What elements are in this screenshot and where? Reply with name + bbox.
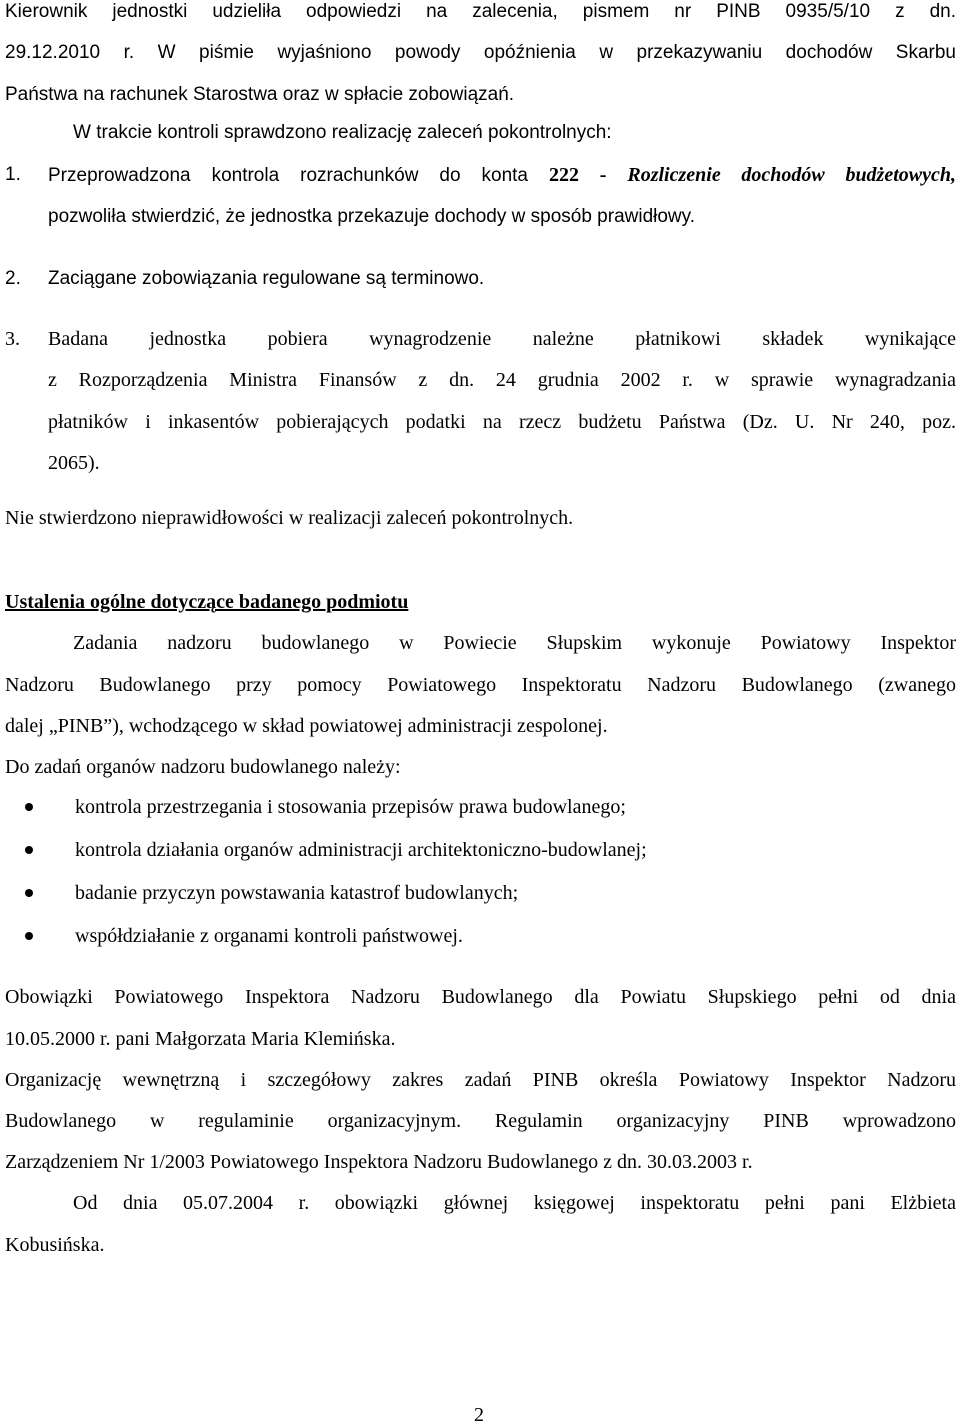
paragraph-line: W trakcie kontroli sprawdzono realizację zaleceń pokontrolnych:	[73, 122, 612, 143]
list-number: 3.	[5, 328, 20, 350]
page-number: 2	[474, 1404, 484, 1426]
section-heading: Ustalenia ogólne dotyczące badanego podmiotu	[5, 591, 409, 613]
bullet-icon	[25, 889, 33, 897]
paragraph-line: 2065).	[48, 452, 100, 474]
paragraph-line: płatników i inkasentów pobierających podatki na rzecz budżetu Państwa (Dz. U. Nr 240, poz.	[48, 411, 956, 433]
list-item-2	[5, 267, 21, 291]
paragraph-line: dalej „PINB”), wchodzącego w skład powiatowej administracji zespolonej.	[5, 715, 608, 737]
list-item-text	[48, 163, 956, 188]
paragraph-line: Kobusińska.	[5, 1234, 105, 1256]
paragraph-line: pozwoliła stwierdzić, że jednostka przekazuje dochody w sposób prawidłowy.	[48, 206, 696, 227]
account-title: Rozliczenie dochodów budżetowych,	[627, 164, 956, 186]
list-number: 2.	[5, 268, 21, 289]
bullet-item: współdziałanie z organami kontroli państwowej.	[75, 925, 463, 947]
paragraph-line: Zarządzeniem Nr 1/2003 Powiatowego Inspektora Nadzoru Budowlanego z dn. 30.03.2003 r.	[5, 1151, 753, 1173]
paragraph-line: Nadzoru Budowlanego przy pomocy Powiatowego Inspektoratu Nadzoru Budowlanego (zwanego	[5, 674, 956, 696]
bullet-icon	[25, 803, 33, 811]
paragraph-line: 29.12.2010 r. W piśmie wyjaśniono powody opóźnienia w przekazywaniu dochodów Skarbu	[5, 42, 956, 63]
paragraph-line: Do zadań organów nadzoru budowlanego należy:	[5, 756, 401, 778]
bullet-icon	[25, 846, 33, 854]
list-item-text: Zaciągane zobowiązania regulowane są terminowo.	[48, 268, 485, 289]
list-item-text-part: Przeprowadzona kontrola rozrachunków do konta	[48, 165, 529, 186]
list-item-1	[5, 163, 956, 187]
bullet-item: kontrola przestrzegania i stosowania przepisów prawa budowlanego;	[75, 796, 626, 818]
paragraph-line: Kierownik jednostki udzieliła odpowiedzi na zalecenia, pismem nr PINB 0935/5/10 z dn.	[5, 1, 956, 22]
paragraph-line: Od dnia 05.07.2004 r. obowiązki głównej księgowej inspektoratu pełni pani Elżbieta	[73, 1192, 956, 1214]
bullet-item: badanie przyczyn powstawania katastrof budowlanych;	[75, 882, 519, 904]
paragraph-line: 10.05.2000 r. pani Małgorzata Maria Klemińska.	[5, 1028, 396, 1050]
paragraph-line: Organizację wewnętrzną i szczegółowy zakres zadań PINB określa Powiatowy Inspektor Nadzoru	[5, 1069, 956, 1091]
paragraph-line: Zadania nadzoru budowlanego w Powiecie Słupskim wykonuje Powiatowy Inspektor	[73, 632, 956, 654]
list-item-text: Badana jednostka pobiera wynagrodzenie należne płatnikowi składek wynikające	[48, 328, 956, 350]
account-number: 222 -	[549, 164, 607, 186]
bullet-item: kontrola działania organów administracji architektoniczno-budowlanej;	[75, 839, 647, 861]
summary-line: Nie stwierdzono nieprawidłowości w realizacji zaleceń pokontrolnych.	[5, 507, 574, 529]
bullet-icon	[25, 932, 33, 940]
paragraph-line: Budowlanego w regulaminie organizacyjnym. Regulamin organizacyjny PINB wprowadzono	[5, 1110, 956, 1132]
paragraph-line: Obowiązki Powiatowego Inspektora Nadzoru Budowlanego dla Powiatu Słupskiego pełni od dnia	[5, 986, 956, 1008]
list-item-3	[5, 327, 20, 351]
paragraph-line: z Rozporządzenia Ministra Finansów z dn. 24 grudnia 2002 r. w sprawie wynagradzania	[48, 369, 956, 391]
list-number: 1.	[5, 164, 21, 185]
paragraph-line: Państwa na rachunek Starostwa oraz w spłacie zobowiązań.	[5, 84, 515, 105]
